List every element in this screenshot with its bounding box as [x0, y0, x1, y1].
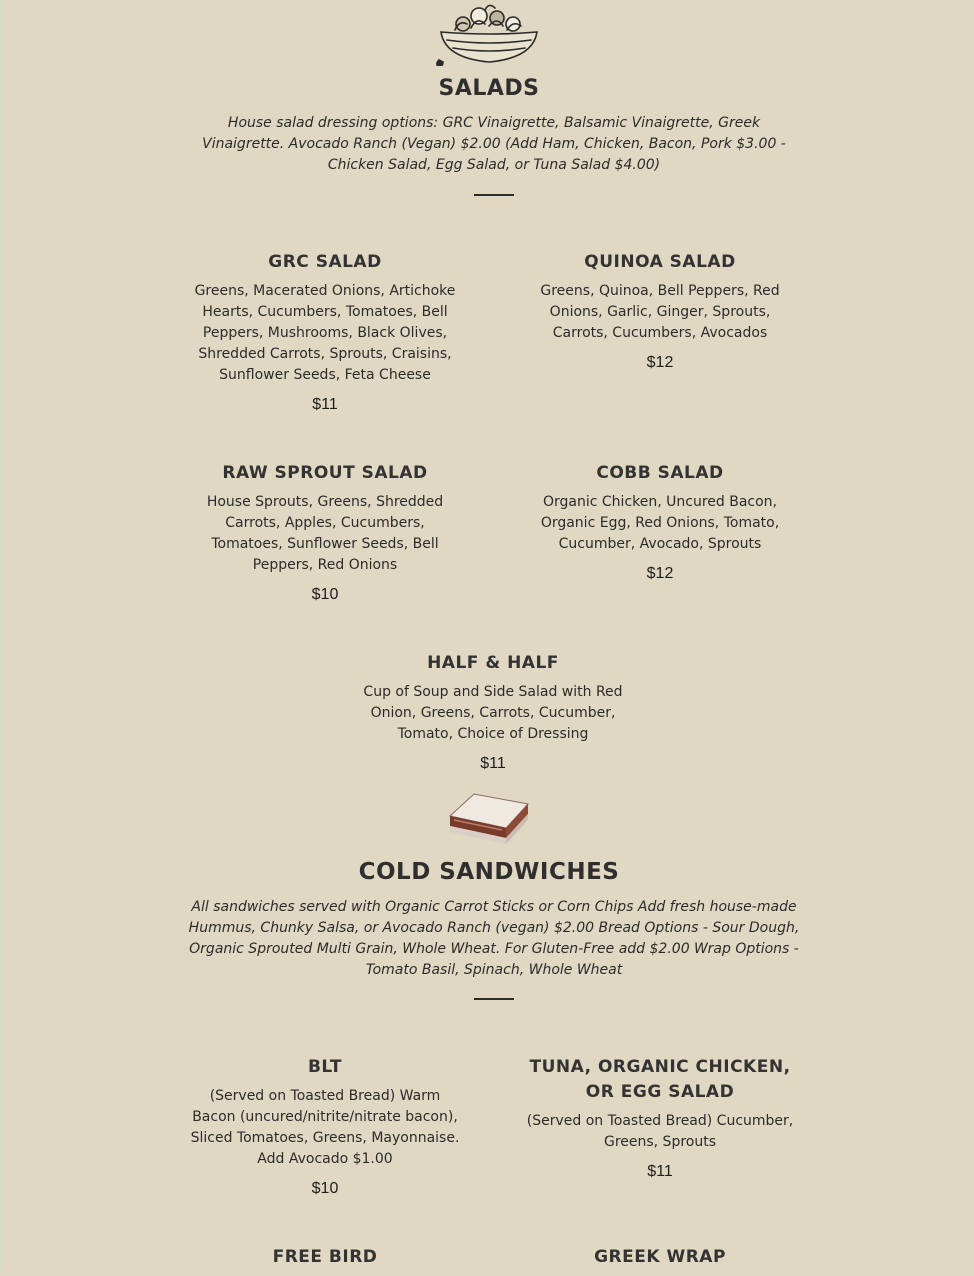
- menu-item-tuna-chicken-egg-salad: [525, 1055, 795, 1183]
- item-description: Organic Chicken, Uncured Bacon, Organic Egg, Red Onions, Tomato, Cucumber, Avocado, Sprouts: [540, 494, 780, 552]
- item-title: GRC SALAD: [268, 252, 382, 272]
- item-price: $12: [646, 565, 674, 582]
- item-title: FREE BIRD: [272, 1247, 378, 1267]
- item-price: $10: [311, 586, 339, 603]
- item-price: $11: [312, 396, 338, 413]
- item-description: Cup of Soup and Side Salad with Red Onion, Greens, Carrots, Cucumber, Tomato, Choice of Dressing: [363, 684, 623, 742]
- salads-title: SALADS: [438, 76, 540, 101]
- menu-item-free-bird: [190, 1245, 460, 1276]
- item-title: COBB SALAD: [596, 463, 724, 483]
- salads-description: House salad dressing options: GRC Vinaigrette, Balsamic Vinaigrette, Greek Vinaigrette. Avocado Ranch (Vegan) $2.00 (Add Ham, Chicken, Bacon, Pork $3.00 - Chicken Salad, Egg Salad, or Tuna Salad $4.00): [202, 115, 786, 173]
- sandwich-icon: [444, 786, 534, 850]
- menu-item-cobb-salad: [525, 461, 795, 585]
- item-description: Greens, Quinoa, Bell Peppers, Red Onions, Garlic, Ginger, Sprouts, Carrots, Cucumbers, Avocados: [540, 283, 780, 341]
- item-title: BLT: [307, 1057, 343, 1077]
- item-price: $11: [480, 755, 506, 772]
- salad-bowl-icon: [433, 0, 545, 66]
- item-title: RAW SPROUT SALAD: [222, 463, 428, 483]
- item-title: QUINOA SALAD: [584, 252, 736, 272]
- menu-page: [2, 0, 974, 1271]
- menu-item-greek-wrap: [525, 1245, 795, 1276]
- item-description: House Sprouts, Greens, Shredded Carrots, Apples, Cucumbers, Tomatoes, Sunflower Seeds, Bell Peppers, Red Onions: [206, 494, 444, 573]
- item-title: TUNA, ORGANIC CHICKEN, OR EGG SALAD: [529, 1057, 791, 1102]
- menu-item-quinoa-salad: [525, 250, 795, 374]
- cold-sandwiches-description: All sandwiches served with Organic Carrot Sticks or Corn Chips Add fresh house-made Hummus, Chunky Salsa, or Avocado Ranch (vegan) $2.00 Bread Options - Sour Dough, Organic Sprouted Multi Grain, Whole Wheat. For Gluten-Free add $2.00 Wrap Options - Tomato Basil, Spinach, Whole Wheat: [188, 899, 800, 978]
- item-price: $10: [311, 1180, 339, 1197]
- menu-item-half-and-half: [358, 651, 628, 775]
- item-title: HALF & HALF: [427, 653, 559, 673]
- menu-item-grc-salad: [190, 250, 460, 416]
- menu-item-blt: [190, 1055, 460, 1200]
- item-description: Greens, Macerated Onions, Artichoke Hearts, Cucumbers, Tomatoes, Bell Peppers, Mushrooms, Black Olives, Shredded Carrots, Sprouts, Craisins, Sunflower Seeds, Feta Cheese: [194, 283, 456, 383]
- item-price: $12: [646, 354, 674, 371]
- cold-sandwiches-divider: [474, 998, 514, 1000]
- item-title: GREEK WRAP: [594, 1247, 726, 1267]
- salads-divider: [474, 194, 514, 196]
- item-description: (Served on Toasted Bread) Cucumber, Greens, Sprouts: [526, 1113, 794, 1150]
- item-price: $11: [647, 1163, 673, 1180]
- cold-sandwiches-title: COLD SANDWICHES: [358, 859, 620, 885]
- item-description: (Served on Toasted Bread) Warm Bacon (uncured/nitrite/nitrate bacon), Sliced Tomatoes, Greens, Mayonnaise. Add Avocado $1.00: [190, 1088, 460, 1167]
- menu-item-raw-sprout-salad: [190, 461, 460, 606]
